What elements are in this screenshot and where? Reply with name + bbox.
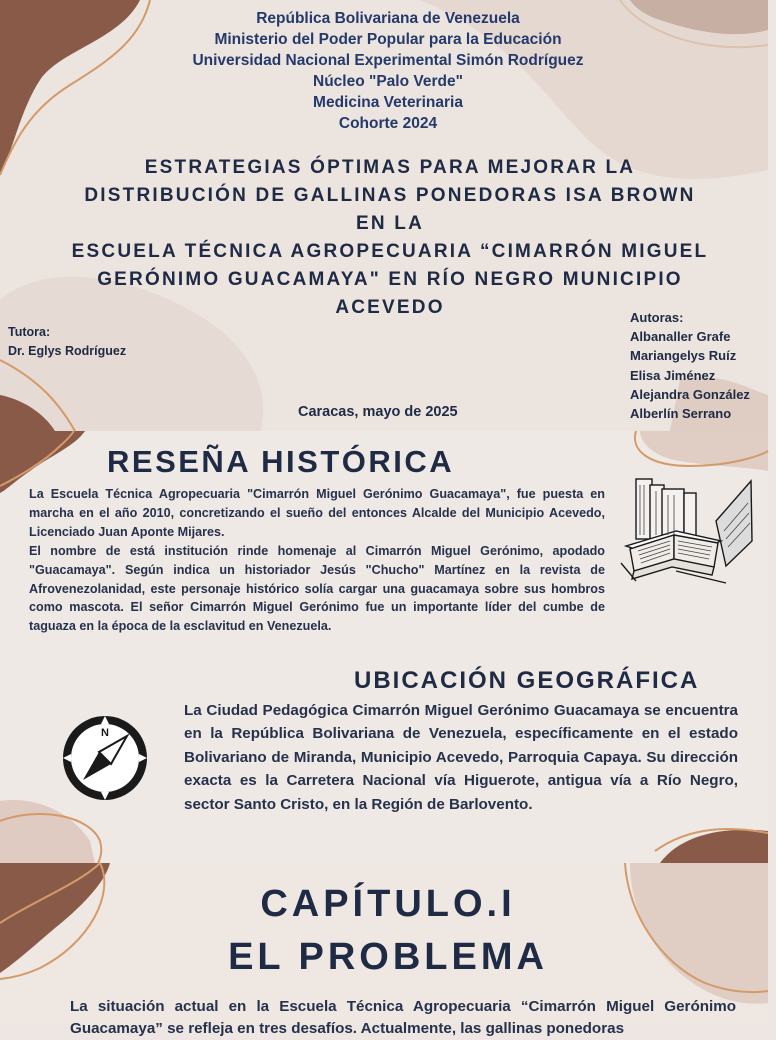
chapter-slide <box>0 863 768 1037</box>
history-text <box>29 485 605 636</box>
cover-slide <box>0 0 768 431</box>
title-line: ESCUELA TÉCNICA AGROPECUARIA “CIMARRÓN MIGUEL <box>71 241 709 262</box>
history-title: RESEÑA HISTÓRICA <box>107 444 455 479</box>
location-title: UBICACIÓN GEOGRÁFICA <box>354 667 700 694</box>
institution-line: Medicina Veterinaria <box>313 94 463 111</box>
institution-line: Ministerio del Poder Popular para la Educación <box>214 31 562 48</box>
title-line: GERÓNIMO GUACAMAYA" EN RÍO NEGRO MUNICIPIO <box>97 269 683 290</box>
author-name: Albanaller Grafe <box>630 329 731 345</box>
compass-icon <box>61 714 149 802</box>
tutor-label: Tutora: <box>8 325 51 339</box>
title-line: EN LA <box>356 213 424 234</box>
institution-line: Cohorte 2024 <box>338 115 438 132</box>
tutor-name: Dr. Eglys Rodríguez <box>8 344 127 358</box>
authors-label: Autoras: <box>630 310 684 325</box>
institution-line: Universidad Nacional Experimental Simón Rodríguez <box>192 52 584 69</box>
history-paragraph: La Escuela Técnica Agropecuaria "Cimarrón Miguel Gerónimo Guacamaya", fue puesta en marcha en el año 2010, concretizando el sueño del entonces Alcalde del Municipio Acevedo, Licenciado Juan Aponte Mijares. <box>29 487 605 539</box>
history-location-slide <box>0 431 768 863</box>
open-book-icon <box>616 471 754 593</box>
thesis-title <box>40 154 740 322</box>
chapter-title: EL PROBLEMA <box>228 936 548 978</box>
authors-block <box>630 308 750 423</box>
title-line: ACEVEDO <box>335 297 445 318</box>
chapter-text: La situación actual en la Escuela Técnica Agropecuaria “Cimarrón Miguel Gerónimo Guacamaya” se refleja en tres desafíos. Actualmente, las gallinas ponedoras <box>70 998 736 1037</box>
history-paragraph: El nombre de está institución rinde homenaje al Cimarrón Miguel Gerónimo, apodado "Guacamaya". Según indica un historiador Jesús "Chucho" Martínez en la revista de Afrovenezolanidad, este personaje histórico solía cargar una guacamaya sobre sus hombros como mascota. El señor Cimarrón Miguel Gerónimo fue un importante líder del cumbe de taguaza en la época de la esclavitud en Venezuela. <box>29 543 605 634</box>
author-name: Alberlín Serrano <box>630 406 732 422</box>
place-date: Caracas, mayo de 2025 <box>298 404 458 420</box>
institution-line: República Bolivariana de Venezuela <box>256 10 520 27</box>
author-name: Elisa Jiménez <box>630 367 716 383</box>
chapter-number: CAPÍTULO.I <box>260 883 516 925</box>
institution-line: Núcleo "Palo Verde" <box>313 73 463 90</box>
compass-north-label: N <box>101 727 109 739</box>
title-line: DISTRIBUCIÓN DE GALLINAS PONEDORAS ISA BROWN <box>84 185 696 206</box>
author-name: Alejandra González <box>630 386 750 402</box>
location-text: La Ciudad Pedagógica Cimarrón Miguel Gerónimo Guacamaya se encuentra en la República Bolivariana de Venezuela, específicamente en el estado Bolivariano de Miranda, Municipio Acevedo, Parroquia Capaya. Su dirección exacta es la Carretera Nacional vía Higuerote, antigua vía a Río Negro, sector Santo Cristo, en la Región de Barlovento. <box>184 702 738 813</box>
author-name: Mariangelys Ruíz <box>630 348 737 364</box>
institution-header <box>0 8 776 134</box>
title-line: ESTRATEGIAS ÓPTIMAS PARA MEJORAR LA <box>144 157 636 178</box>
tutor-block <box>8 323 126 361</box>
